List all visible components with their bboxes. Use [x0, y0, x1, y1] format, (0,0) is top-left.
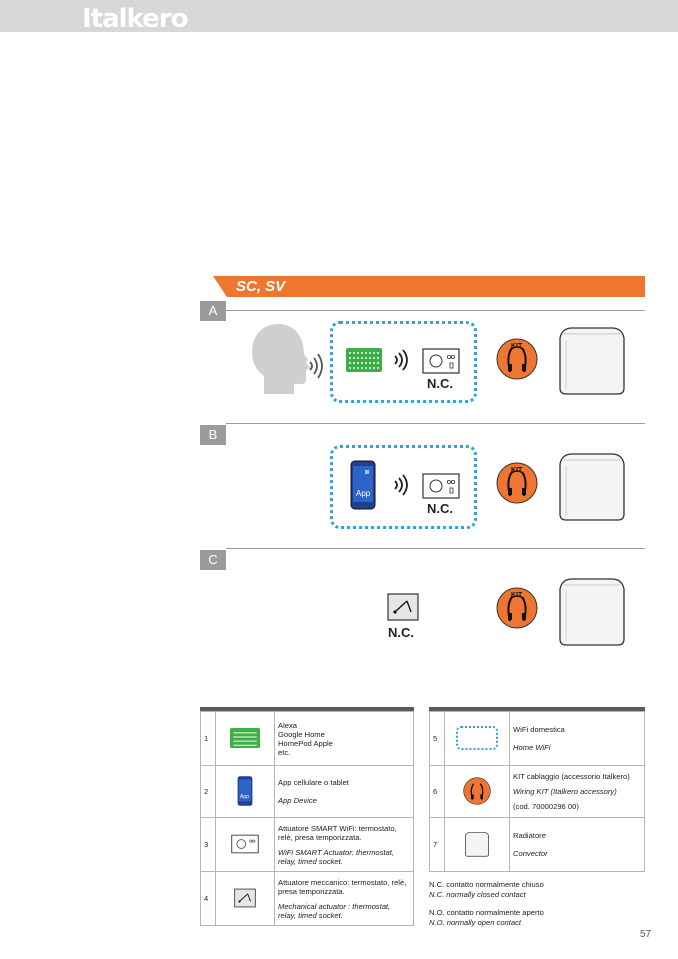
smartphone-icon [237, 775, 253, 807]
smart-speaker-icon [346, 348, 382, 372]
smart-actuator-icon [422, 348, 460, 374]
note-nc-en: N.C. normally closed contact [429, 889, 526, 899]
note-no-en: N.O. normally open contact [429, 917, 522, 927]
voice-head-icon [248, 322, 328, 396]
section-a-line [226, 310, 645, 311]
wireless-signal-icon [392, 349, 408, 371]
section-c-tab: C [200, 550, 226, 570]
smartphone-icon [350, 460, 376, 510]
legend-text-cell [275, 712, 414, 766]
legend-text-it: Alexa [278, 720, 297, 730]
nc-label-b: N.C. [427, 501, 453, 516]
legend-num: 5 [430, 712, 445, 766]
nc-label-c: N.C. [388, 625, 414, 640]
app-label: App [356, 489, 371, 498]
legend-icon-cell [445, 766, 510, 818]
legend-text-en: Wiring KIT (Italkero accessory) [513, 787, 617, 796]
mechanical-actuator-icon [234, 888, 256, 908]
page-number: 57 [640, 929, 652, 940]
legend-text-line2: Google Home [278, 729, 325, 739]
wiring-kit-icon [463, 777, 491, 805]
legend-text-en: App Device [278, 796, 317, 805]
section-b-tab: B [200, 425, 226, 445]
legend-icon-cell [445, 818, 510, 872]
convector-icon [556, 324, 628, 396]
convector-icon [556, 450, 628, 522]
legend-text-en: Mechanical actuator : thermostat, relay, timed socket. [278, 901, 391, 920]
section-b-line [226, 423, 645, 424]
note-nc-it: N.C. contatto normalmente chiuso [429, 880, 544, 889]
legend-num: 6 [430, 766, 445, 818]
legend-text-line4: etc. [278, 747, 291, 757]
brand-logo: Italkero [82, 4, 188, 34]
mechanical-actuator-icon [387, 593, 419, 621]
legend-icon-cell [216, 818, 275, 872]
legend-icon-cell [216, 766, 275, 818]
section-c-line [226, 548, 645, 549]
legend-text-it: WiFi domestica [513, 725, 565, 734]
kit-label-c: KIT [511, 592, 523, 599]
legend-table-right [429, 711, 645, 872]
kit-label-a: KIT [511, 343, 523, 350]
legend-icon-cell [216, 712, 275, 766]
smart-actuator-icon [422, 473, 460, 499]
legend-text-cell [510, 766, 645, 818]
legend-text-cell [275, 766, 414, 818]
smart-actuator-icon [231, 834, 259, 854]
kit-label-b: KIT [511, 467, 523, 474]
legend-text-it: Attuatore meccanico: termostato, relè, presa temporizzata. [278, 877, 407, 896]
legend-text-cell [275, 818, 414, 872]
smart-speaker-icon [230, 728, 260, 748]
legend-text-it: Radiatore [513, 831, 546, 840]
section-a-tab: A [200, 301, 226, 321]
legend-text-it: Attuatore SMART WiFi: termostato, relè, presa temporizzata. [278, 823, 397, 842]
legend-text-line3: HomePod Apple [278, 738, 333, 748]
legend-text-it: KIT cablaggio (accessorio Italkero) [513, 772, 630, 781]
legend-num: 1 [201, 712, 216, 766]
legend-icon-cell [216, 872, 275, 926]
legend-text-cell [510, 712, 645, 766]
legend-num: 3 [201, 818, 216, 872]
convector-icon [556, 575, 628, 647]
legend-text-cell [275, 872, 414, 926]
legend-text-code: (cod. 70000296 00) [513, 802, 579, 811]
banner-title: SC, SV [236, 278, 286, 295]
note-no-it: N.O. contatto normalmente aperto [429, 908, 544, 917]
legend-num: 7 [430, 818, 445, 872]
legend-num: 4 [201, 872, 216, 926]
contact-notes [429, 880, 544, 927]
legend-text-en: WiFi SMART Actuator: thermostat, relay, timed socket. [278, 847, 394, 866]
wireless-signal-icon [392, 474, 408, 496]
legend-icon-cell [445, 712, 510, 766]
legend-text-cell [510, 818, 645, 872]
legend-text-it: App cellulare o tablet [278, 778, 349, 787]
legend-app-label: App [240, 794, 249, 800]
legend-table-left [200, 711, 414, 926]
home-wifi-icon [456, 726, 498, 750]
legend-text-en: Home WiFi [513, 743, 551, 752]
nc-label-a: N.C. [427, 376, 453, 391]
legend-text-en: Convector [513, 849, 548, 858]
convector-icon [464, 831, 490, 857]
legend-num: 2 [201, 766, 216, 818]
